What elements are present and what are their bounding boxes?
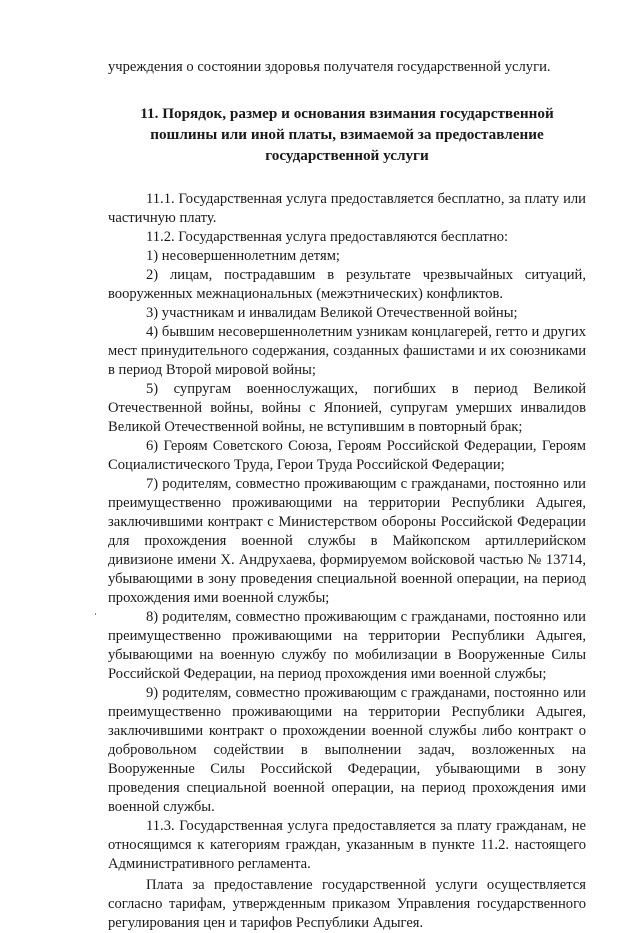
list-item-9: 9) родителям, совместно проживающим с гражданами, постоянно или преимущественно проживающими на территории Республики Адыгея, заключившими контракт о прохождении военной службы либо контракт о добровольном содействии в выполнении задач, возложенных на Вооруженные Силы Российской Федерации, убывающими в зону проведения специальной военной операции, на период прохождения ими военной службы. — [108, 685, 586, 815]
paragraph-11-1: 11.1. Государственная услуга предоставляется бесплатно, за плату или частичную плату. — [108, 191, 586, 226]
margin-mark — [95, 613, 96, 615]
paragraph-fee-basis: Плата за предоставление государственной услуги осуществляется согласно тарифам, утвержденным приказом Управления государственного регулирования цен и тарифов Республики Адыгея. — [108, 877, 586, 931]
list-item-3: 3) участникам и инвалидам Великой Отечественной войны; — [146, 305, 518, 321]
list-item-5: 5) супругам военнослужащих, погибших в период Великой Отечественной войны, войны с Японией, супругам умерших инвалидов Великой Отечественной войны, не вступившим в повторный брак; — [108, 381, 586, 435]
list-item-6: 6) Героям Советского Союза, Героям Российской Федерации, Героям Социалистического Труда, Герои Труда Российской Федерации; — [108, 438, 586, 473]
list-item-1: 1) несовершеннолетним детям; — [146, 248, 340, 264]
list-item-8: 8) родителям, совместно проживающим с гражданами, постоянно или преимущественно проживающими на территории Республики Адыгея, убывающими на военную службу по мобилизации в Вооруженные Силы Российской Федерации, на период прохождения ими военной службы; — [108, 609, 586, 682]
intro-line: учреждения о состоянии здоровья получателя государственной услуги. — [108, 59, 551, 75]
list-item-7: 7) родителям, совместно проживающим с гражданами, постоянно или преимущественно проживающими на территории Республики Адыгея, заключившими контракт с Министерством обороны Российской Федерации для прохождения военной службы в Майкопском артиллерийском дивизионе имени Х. Андрухаева, формируемом войсковой частью № 13714, убывающими в зону проведения специальной военной операции, на период прохождения ими военной службы; — [108, 476, 586, 606]
list-item-2: 2) лицам, пострадавшим в результате чрезвычайных ситуаций, вооруженных межнациональных (межэтнических) конфликтов. — [108, 267, 586, 302]
paragraph-11-3: 11.3. Государственная услуга предоставляется за плату гражданам, не относящимся к категориям граждан, указанным в пункте 11.2. настоящего Административного регламента. — [108, 818, 586, 872]
list-item-4: 4) бывшим несовершеннолетним узникам концлагерей, гетто и других мест принудительного содержания, созданных фашистами и их союзниками в период Второй мировой войны; — [108, 324, 586, 378]
document-page — [108, 58, 586, 933]
section-title: 11. Порядок, размер и основания взимания государственной пошлины или иной платы, взимаемой за предоставление государственной услуги — [140, 105, 554, 164]
paragraph-11-2: 11.2. Государственная услуга предоставляются бесплатно: — [146, 229, 509, 245]
